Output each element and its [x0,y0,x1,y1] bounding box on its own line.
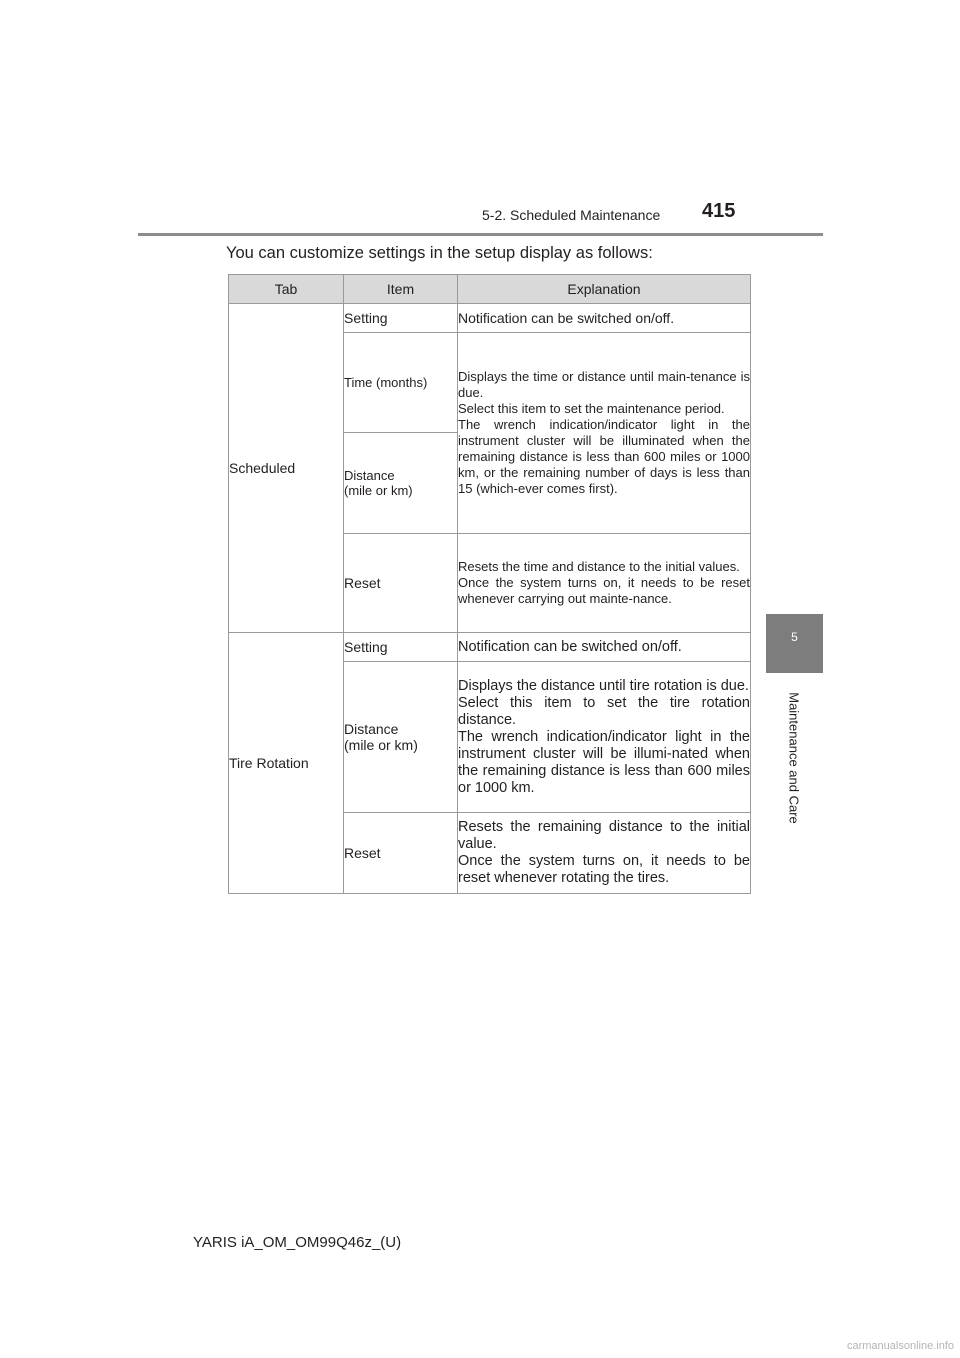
explanation-reset [458,813,751,894]
item-distance-line: Distance [344,721,399,737]
item-distance [344,662,458,813]
explanation-line: The wrench indication/indicator light in the instrument cluster will be illuminated when the remaining distance is less than 600 miles or 1000 km, or the remaining number of days is less than 15 (which-ever comes first). [458,417,750,496]
explanation-line: Select this item to set the tire rotation distance. [458,694,750,728]
page-number: 415 [702,200,736,222]
chapter-label-text: Maintenance and Care [786,692,802,824]
item-time: Time (months) [344,333,458,433]
header-explanation: Explanation [458,275,751,304]
explanation-line: Displays the time or distance until main-tenance is due. [458,369,750,400]
explanation-line: Once the system turns on, it needs to be reset whenever rotating the tires. [458,853,750,886]
explanation-setting: Notification can be switched on/off. [458,633,751,662]
header-tab: Tab [229,275,344,304]
explanation-line: Once the system turns on, it needs to be reset whenever carrying out mainte-nance. [458,575,750,606]
explanation-reset [458,534,751,633]
chapter-label [770,673,818,843]
item-distance-unit: (mile or km) [344,483,413,498]
item-reset: Reset [344,534,458,633]
chapter-tab [766,614,823,673]
item-distance-line: Distance [344,468,395,483]
tab-scheduled: Scheduled [229,304,344,633]
header-item: Item [344,275,458,304]
document-code: YARIS iA_OM_OM99Q46z_(U) [193,1234,402,1251]
explanation-line: The wrench indication/indicator light in the instrument cluster will be illumi-nated when the remaining distance is less than 600 miles or 1000 km. [458,728,750,796]
table-row [229,304,751,333]
explanation-line: Resets the time and distance to the initial values. [458,559,740,574]
item-distance [344,433,458,534]
explanation-setting: Notification can be switched on/off. [458,304,751,333]
section-title: 5-2. Scheduled Maintenance [482,207,661,223]
item-setting: Setting [344,633,458,662]
header-divider [138,233,823,236]
explanation-time-distance [458,333,751,534]
explanation-line: Select this item to set the maintenance period. [458,401,725,416]
item-setting: Setting [344,304,458,333]
table-row [229,633,751,662]
settings-table [228,274,751,894]
item-distance-unit: (mile or km) [344,737,418,753]
chapter-number: 5 [791,630,798,644]
intro-text: You can customize settings in the setup display as follows: [226,244,653,262]
explanation-line: Resets the remaining distance to the initial value. [458,819,750,852]
watermark: carmanualsonline.info [846,1340,954,1352]
item-reset: Reset [344,813,458,894]
table-header-row [229,275,751,304]
explanation-distance [458,662,751,813]
explanation-line: Displays the distance until tire rotation is due. [458,677,749,694]
tab-tire-rotation: Tire Rotation [229,633,344,894]
